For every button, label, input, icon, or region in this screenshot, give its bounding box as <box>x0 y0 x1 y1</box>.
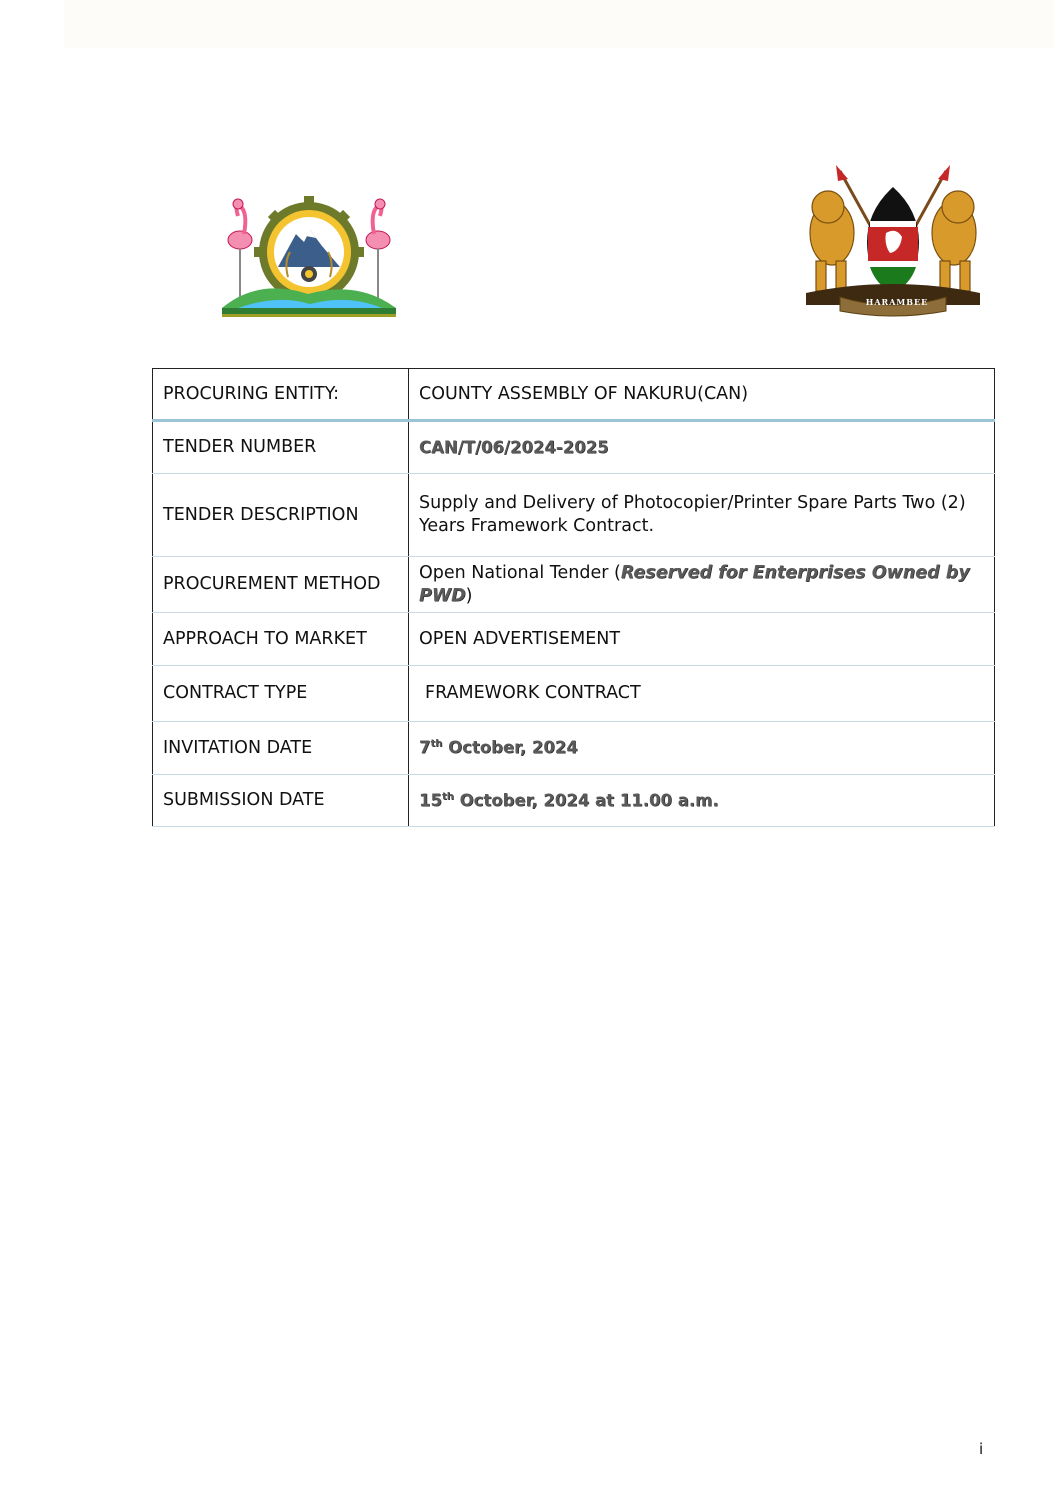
invitation-date-value <box>419 738 578 757</box>
page-number: i <box>979 1440 984 1458</box>
page-header-band <box>64 0 1054 48</box>
submission-date-value <box>419 791 719 810</box>
tender-details-table <box>152 368 995 827</box>
invitation-date-day: 7 <box>419 738 431 757</box>
table-row <box>153 722 995 775</box>
kenya-coat-of-arms-icon <box>800 165 986 317</box>
procurement-method-emphasis: Reserved for Enterprises Owned by PWD <box>419 562 970 606</box>
submission-date-rest: October, 2024 at 11.00 a.m. <box>453 790 719 810</box>
coat-of-arms-motto: HARAMBEE <box>865 297 929 307</box>
contract-type-value: FRAMEWORK CONTRACT <box>409 666 995 722</box>
table-row <box>153 666 995 722</box>
contract-type-label: CONTRACT TYPE <box>153 666 409 722</box>
table-row <box>153 775 995 827</box>
table-row <box>153 557 995 613</box>
submission-date-suffix: th <box>441 791 454 802</box>
procurement-method-suffix: ) <box>465 585 473 606</box>
table-row <box>153 613 995 666</box>
tender-description-label: TENDER DESCRIPTION <box>153 474 409 557</box>
procurement-method-value <box>409 557 995 613</box>
invitation-date-suffix: th <box>430 738 443 750</box>
tender-number-label: TENDER NUMBER <box>153 421 409 474</box>
procuring-entity-label: PROCURING ENTITY: <box>153 369 409 421</box>
tender-description-value: Supply and Delivery of Photocopier/Printer Spare Parts Two (2) Years Framework Contract. <box>409 474 995 557</box>
table-row <box>153 369 995 421</box>
procuring-entity-value: COUNTY ASSEMBLY OF NAKURU(CAN) <box>409 369 995 421</box>
table-row <box>153 474 995 557</box>
county-assembly-logo <box>218 182 400 322</box>
procurement-method-prefix: Open National Tender ( <box>419 562 621 583</box>
invitation-date-label: INVITATION DATE <box>153 722 409 775</box>
approach-to-market-value: OPEN ADVERTISEMENT <box>409 613 995 666</box>
submission-date-label: SUBMISSION DATE <box>153 775 409 827</box>
procurement-method-label: PROCUREMENT METHOD <box>153 557 409 613</box>
submission-date-day: 15 <box>419 790 442 810</box>
tender-number-value: CAN/T/06/2024-2025 <box>419 437 609 457</box>
approach-to-market-label: APPROACH TO MARKET <box>153 613 409 666</box>
table-row <box>153 421 995 474</box>
invitation-date-rest: October, 2024 <box>442 738 578 757</box>
